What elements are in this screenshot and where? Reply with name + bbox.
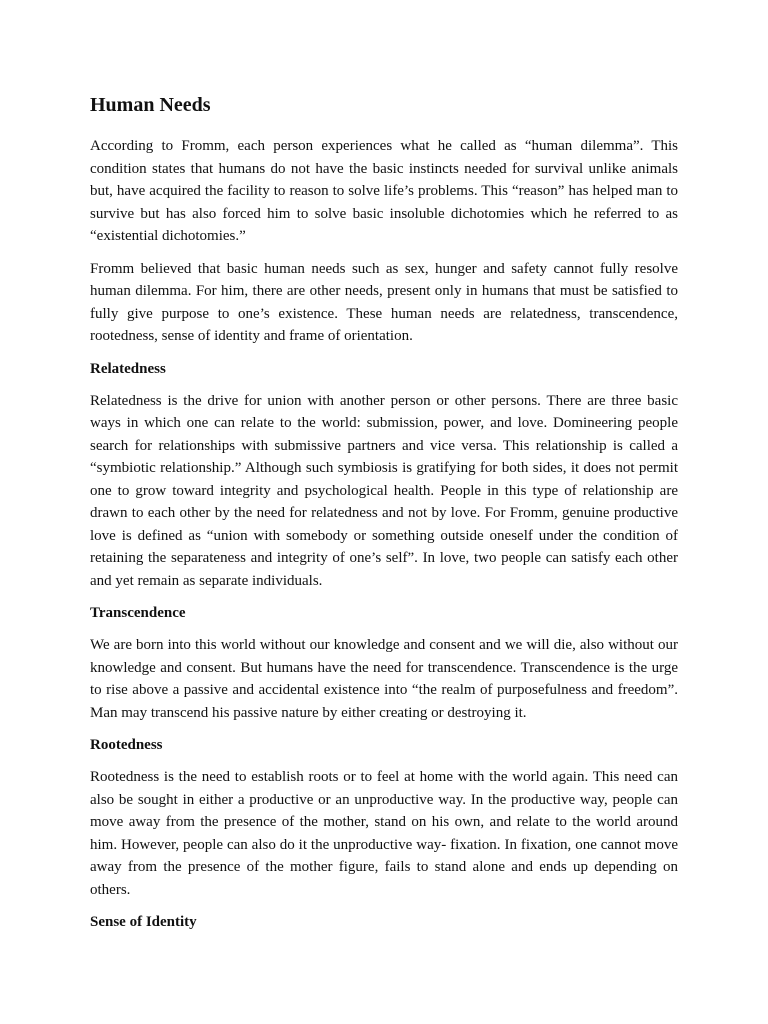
document-page [90,92,678,943]
section-heading-relatedness: Relatedness [90,360,166,377]
section-heading-rootedness: Rootedness [90,737,163,753]
section-text-transcendence: We are born into this world without our knowledge and consent and we will die, also without our knowledge and consent. But humans have the need for transcendence. Transcendence is the urge to rise above a passive and accidental existence into “the realm of purposefulness and freedom”. Man may transcend his passive nature by either creating or destroying it. [90,637,678,721]
page-title: Human Needs [90,94,211,116]
section-text-rootedness: Rootedness is the need to establish roots or to feel at home with the world again. This need can also be sought in either a productive or an unproductive way. In the productive way, people can move away from the presence of the mother, stand on his own, and relate to the world around him. However, people can also do it the unproductive way- fixation. In fixation, one cannot move away from the presence of the mother figure, fails to stand alone and ends up depending on others. [90,769,678,898]
section-heading-transcendence: Transcendence [90,605,186,621]
intro-paragraph-2: Fromm believed that basic human needs such as sex, hunger and safety cannot fully resolve human dilemma. For him, there are other needs, present only in humans that must be satisfied to fully give purpose to one’s existence. These human needs are relatedness, transcendence, rootedness, sense of identity and frame of orientation. [90,260,678,344]
section-text-relatedness: Relatedness is the drive for union with another person or other persons. There are three basic ways in which one can relate to the world: submission, power, and love. Domineering people search for relationships with submissive partners and vice versa. This relationship is called a “symbiotic relationship.” Although such symbiosis is gratifying for both sides, it does not permit one to grow toward integrity and psychological health. People in this type of relationship are drawn to each other by the need for relatedness and not by love. For Fromm, genuine productive love is defined as “union with somebody or something outside oneself under the condition of retaining the separateness and integrity of one’s self”. In love, two people can satisfy each other and yet remain as separate individuals. [90,392,678,589]
section-heading-sense-of-identity: Sense of Identity [90,914,197,930]
intro-paragraph-1: According to Fromm, each person experiences what he called as “human dilemma”. This condition states that humans do not have the basic instincts needed for survival unlike animals but, have acquired the facility to reason to solve life’s problems. This “reason” has helped man to survive but has also forced him to solve basic insoluble dichotomies which he referred to as “existential dichotomies.” [90,138,678,244]
